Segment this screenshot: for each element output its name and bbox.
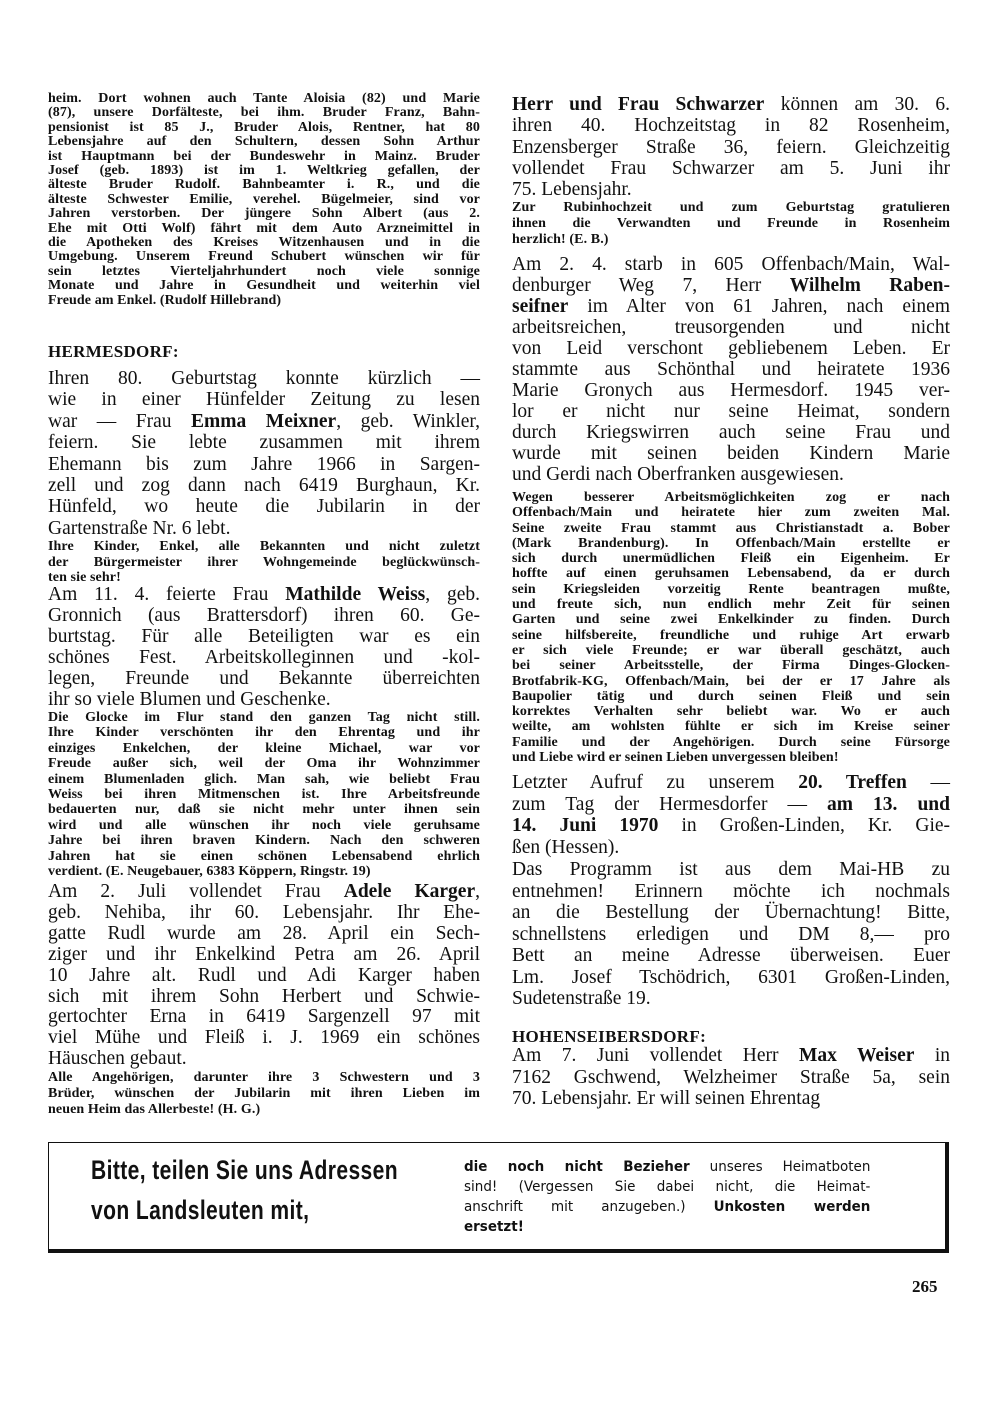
text-line: älteste Bruder Rudolf. Bahnbeamter i. R., und die xyxy=(48,177,480,193)
text-line: wird und alle wünschen ihr noch viele geruhsame xyxy=(48,817,480,833)
text-line xyxy=(48,518,480,539)
text-segment: wie in einer Hünfelder Zeitung zu lesen xyxy=(48,389,480,411)
text-segment: 75. Lebensjahr. xyxy=(512,179,632,200)
text-segment: können am 30. 6. xyxy=(764,94,950,115)
text-line: Alle Angehörigen, darunter ihre 3 Schwestern und 3 xyxy=(48,1070,480,1085)
text-segment: zell und zog dann nach 6419 Burghaun, Kr. xyxy=(48,475,480,497)
text-line: älteste Schwester Emilie, verehel. Bügelmeier, sind vor xyxy=(48,191,480,207)
text-segment: war — Frau xyxy=(48,410,192,432)
text-segment: und Gerdi nach Oberfranken ausgewiesen. xyxy=(512,464,844,485)
text-segment: durch Kriegswirren auch seine Frau und xyxy=(512,422,950,443)
text-line xyxy=(48,454,480,475)
text-line: Familie und der Angehörigen. Durch seine Fürsorge xyxy=(512,734,950,750)
bold-text: Herr und Frau Schwarzer xyxy=(512,94,765,115)
text-line xyxy=(48,689,480,710)
bold-text: 14. Juni 1970 xyxy=(512,815,659,836)
text-line xyxy=(48,924,480,945)
text-line xyxy=(464,1217,870,1237)
left-paragraph-1 xyxy=(48,92,480,308)
text-line xyxy=(512,179,950,200)
text-segment: gatte Rudl wurde am 28. April ein Sech- xyxy=(48,922,480,944)
text-line: Jahren verstorben. Der jüngere Sohn Albert (aus 2. xyxy=(48,206,480,222)
text-line xyxy=(48,1007,480,1028)
bold-text: Wilhelm Raben- xyxy=(789,275,950,296)
bold-text: Unkosten werden xyxy=(713,1199,871,1215)
text-line: Offenbach/Main und heiratete hier zum zweiten Mal. xyxy=(512,505,950,521)
left-paragraph-2 xyxy=(48,368,480,539)
text-segment: — xyxy=(906,772,951,793)
right-paragraph-2 xyxy=(512,200,950,248)
text-segment: Lm. Josef Tschödrich, 6301 Großen-Linden, xyxy=(512,966,950,988)
bold-text: Max Weiser xyxy=(798,1045,915,1066)
section-heading-hohenseibersdorf: HOHENSEIBERSDORF: xyxy=(512,1027,707,1046)
text-line: Freude am Enkel. (Rudolf Hillebrand) xyxy=(48,292,282,308)
text-line xyxy=(512,859,950,881)
text-line: seine hilfsbereite, freundliche und ruhige Art erwarb xyxy=(512,627,950,643)
text-line xyxy=(48,987,480,1008)
text-line: ist Hauptmann bei der Bundeswehr in Mainz. Bruder xyxy=(48,148,480,164)
text-line xyxy=(512,158,950,179)
text-line: korrektes Verhalten sehr beliebt war. Wo er auch xyxy=(512,704,950,720)
right-paragraph-1 xyxy=(512,94,950,200)
text-line xyxy=(512,401,950,422)
text-line xyxy=(48,605,480,626)
notice-box xyxy=(48,1142,949,1253)
text-segment: Am 7. Juni vollendet Herr xyxy=(512,1045,799,1066)
text-line xyxy=(512,772,950,794)
text-line: Ihre Kinder verschönten ihr den Ehrentag und ihr xyxy=(48,725,480,741)
text-line xyxy=(512,837,950,859)
text-line: weilte, am wohlsten fühlte er sich im Kreise seiner xyxy=(512,719,950,735)
text-line xyxy=(512,359,950,380)
notice-body xyxy=(464,1157,870,1237)
text-line: Die Glocke im Flur stand den ganzen Tag nicht still. xyxy=(48,710,480,725)
text-line xyxy=(512,317,950,338)
text-line: Baupolier tätig und durch seinen Fleiß und sein xyxy=(512,688,950,704)
text-line: Ehe mit Otti Wolf) fährt mit dem Auto Arzneimittel in xyxy=(48,220,480,236)
text-segment: , xyxy=(475,881,480,902)
text-line xyxy=(48,432,480,453)
text-segment: im Alter von 61 Jahren, nach einem xyxy=(568,296,950,317)
text-line: heim. Dort wohnen auch Tante Aloisia (82) und Marie xyxy=(48,91,480,106)
text-line xyxy=(512,422,950,443)
right-paragraph-4 xyxy=(512,490,950,765)
text-line xyxy=(48,903,480,924)
text-segment: denburger Weg 7, Herr xyxy=(512,275,790,296)
text-line xyxy=(464,1177,870,1197)
text-segment: Am 2. 4. starb in 605 Offenbach/Main, Wal- xyxy=(512,254,950,275)
text-line: Brüder, wünschen der Jubilarin mit ihren Lieben im xyxy=(48,1086,480,1101)
text-line xyxy=(512,1067,950,1089)
text-line xyxy=(512,94,950,115)
text-line: Garten und seine zwei Enkelkinder zu finden. Durch xyxy=(512,612,950,628)
text-line xyxy=(512,967,950,989)
text-segment: legen, Freunde und Bekannte überreichten xyxy=(48,668,480,689)
text-line xyxy=(512,902,950,924)
text-segment: zum Tag der Hermesdorfer — xyxy=(512,793,828,815)
text-segment: Sudetenstraße 19. xyxy=(512,988,651,1009)
text-line xyxy=(512,296,950,317)
text-segment: Hünfeld, wo heute die Jubilarin in der xyxy=(48,496,480,518)
text-line: Weiss bei ihren Mitmenschen ist. Ihre Arbeitsfreunde xyxy=(48,787,480,803)
text-line: Josef (geb. 1893) ist im 1. Weltkrieg gefallen, der xyxy=(48,163,480,179)
text-line: Seine zweite Frau stammt aus Christianstadt a. Bober xyxy=(512,520,950,536)
text-line xyxy=(512,988,950,1010)
text-segment: Am 2. Juli vollendet Frau xyxy=(48,881,344,902)
text-segment: arbeitsreichen, treusorgenden und nicht xyxy=(512,317,950,338)
text-line xyxy=(512,380,950,401)
text-segment: ßen (Hessen). xyxy=(512,836,620,858)
text-line xyxy=(512,338,950,359)
text-line xyxy=(512,1088,950,1110)
text-line xyxy=(48,584,480,605)
text-line xyxy=(48,945,480,966)
right-paragraph-7 xyxy=(512,1045,950,1110)
text-line: Freude außer sich, weil der Oma ihr Wohnzimmer xyxy=(48,756,480,772)
bold-text: Mathilde Weiss xyxy=(285,584,426,605)
text-line: der Bürgermeister ihrer Wohngemeinde beglückwünsch- xyxy=(48,554,480,570)
text-segment: Häuschen gebaut. xyxy=(48,1048,187,1070)
text-line: einem Blumenladen glich. Man sah, wie beliebt Frau xyxy=(48,771,480,787)
text-line xyxy=(48,966,480,987)
text-segment: schnellstens erledigen und DM 8,— pro xyxy=(512,923,950,945)
left-paragraph-6 xyxy=(48,882,480,1070)
text-segment: ihren 40. Hochzeitstag in 82 Rosenheim, xyxy=(512,115,950,137)
section-heading-hermesdorf: HERMESDORF: xyxy=(48,342,179,361)
text-line xyxy=(512,924,950,946)
text-segment: an die Bestellung der Übernachtung! Bitte, xyxy=(512,902,950,923)
text-line xyxy=(48,389,480,410)
text-line: bedauerten nur, daß sie nicht mehr unter ihnen sein xyxy=(48,802,480,818)
text-line: Monate und Jahre in Gesundheit und weiterhin viel xyxy=(48,278,480,294)
text-line: ten sie sehr! xyxy=(48,570,121,585)
text-line: bei seiner Arbeitsstelle, der Firma Dinges-Glocken- xyxy=(512,658,950,674)
text-line: pensionist ist 85 J., Bruder Alois, Rentner, hat 80 xyxy=(48,119,480,135)
text-line xyxy=(48,496,480,517)
text-segment: Enzensberger Straße 36, feiern. Gleichzeitig xyxy=(512,136,950,158)
left-paragraph-4 xyxy=(48,584,480,710)
text-line xyxy=(512,464,950,485)
text-segment: 70. Lebensjahr. Er will seinen Ehrentag xyxy=(512,1088,821,1109)
text-segment: burtstag. Für alle Beteiligten war es ein xyxy=(48,626,480,647)
text-segment: Letzter Aufruf zu unserem xyxy=(512,772,799,793)
right-paragraph-3 xyxy=(512,254,950,485)
left-paragraph-5 xyxy=(48,710,480,879)
text-segment: schönes Fest. Arbeitskolleginnen und -kol- xyxy=(48,647,480,668)
text-segment: anschrift mit anzugeben.) xyxy=(464,1199,714,1215)
page-number: 265 xyxy=(912,1277,938,1296)
text-line: er sich viele Freunde; er war überall geschätzt, auch xyxy=(512,642,950,658)
bold-text: 20. Treffen xyxy=(798,772,907,793)
text-line xyxy=(512,815,950,837)
text-line xyxy=(48,1028,480,1049)
bold-text: Adele Karger xyxy=(343,881,476,902)
bold-text: seifner xyxy=(512,296,569,317)
text-line xyxy=(512,881,950,903)
text-line: Umgebung. Unserem Freund Schubert wünschen wir für xyxy=(48,249,480,265)
text-line: und Liebe wird er seinen Lieben unvergessen bleiben! xyxy=(512,750,839,766)
text-segment: in Großen-Linden, Kr. Gie- xyxy=(658,815,951,836)
text-line xyxy=(512,137,950,158)
text-line: Zur Rubinhochzeit und zum Geburtstag gratulieren xyxy=(512,200,950,215)
text-line xyxy=(512,254,950,275)
text-line: Jahre bei ihren braven Kindern. Nach den schweren xyxy=(48,833,480,849)
text-segment: Bett an meine Adresse überweisen. Euer xyxy=(512,945,950,966)
bold-text: ersetzt! xyxy=(464,1219,524,1235)
bold-text: die noch nicht Bezieher xyxy=(464,1159,690,1175)
notice-headline-line-2: von Landsleuten mit, xyxy=(91,1195,310,1225)
text-segment: feiern. Sie lebte zusammen mit ihrem xyxy=(48,432,480,454)
text-segment: gertochter Erna in 6419 Sargenzell 97 mit xyxy=(48,1006,480,1028)
text-segment: lor er nicht nur seine Heimat, sondern xyxy=(512,401,950,422)
text-line: und freute sich, nun endlich mehr Zeit für seinen xyxy=(512,597,950,613)
text-line xyxy=(512,443,950,464)
text-line: sein letztes Vierteljahrhundert noch viele sonnige xyxy=(48,263,480,279)
text-line xyxy=(464,1197,870,1217)
left-paragraph-3 xyxy=(48,539,480,586)
right-paragraph-5 xyxy=(512,772,950,858)
text-line xyxy=(464,1157,870,1177)
text-line: Jahren hat sie einen schönen Lebensabend ehrlich xyxy=(48,848,480,864)
text-segment: vollendet Frau Schwarzer am 5. Juni ihr xyxy=(512,157,950,179)
text-line xyxy=(512,275,950,296)
text-line: ihnen die Verwandten und Freunde in Rosenheim xyxy=(512,216,950,231)
text-line: verdient. (E. Neugebauer, 6383 Köppern, Ringstr. 19) xyxy=(48,864,371,880)
text-line: neuen Heim das Allerbeste! (H. G.) xyxy=(48,1102,261,1117)
text-segment: in xyxy=(914,1045,951,1066)
text-line xyxy=(512,794,950,816)
text-line: sein Kriegsleiden vorzeitig Rente beantragen mußte, xyxy=(512,581,950,597)
text-line xyxy=(48,882,480,903)
text-segment: sind! (Vergessen Sie dabei nicht, die Heimat- xyxy=(464,1179,871,1195)
text-line: die Apotheken des Kreises Witzenhausen und in die xyxy=(48,235,480,251)
text-segment: Marie Gronych aus Hermesdorf. 1945 ver- xyxy=(512,380,950,401)
text-segment: Ihren 80. Geburtstag konnte kürzlich — xyxy=(48,368,480,389)
text-line: hoffte auf einen geruhsamen Lebensabend, da er durch xyxy=(512,566,950,582)
left-paragraph-7 xyxy=(48,1070,480,1118)
text-line: herzlich! (E. B.) xyxy=(512,232,609,247)
text-line: Lebensjahre auf den Schultern, dessen Sohn Arthur xyxy=(48,134,480,150)
text-segment: entnehmen! Erinnern möchte ich nochmals xyxy=(512,880,950,902)
bold-text: Emma Meixner xyxy=(191,410,337,432)
text-segment: sich mit ihrem Sohn Herbert und Schwie- xyxy=(48,985,480,1007)
text-line xyxy=(48,1049,480,1070)
text-line: Wegen besserer Arbeitsmöglichkeiten zog er nach xyxy=(512,490,950,505)
text-line: (87), unsere Dorfälteste, bei ihm. Bruder Franz, Bahn- xyxy=(48,105,480,121)
text-line xyxy=(48,668,480,689)
text-line xyxy=(48,411,480,432)
text-segment: Ehemann bis zum Jahre 1966 in Sargen- xyxy=(48,453,480,475)
text-line xyxy=(48,647,480,668)
text-segment: , geb. Winkler, xyxy=(336,410,480,432)
text-segment: Gronnich (aus Brattersdorf) ihren 60. Ge- xyxy=(48,605,480,626)
text-segment: , geb. xyxy=(425,584,481,605)
text-line xyxy=(512,115,950,136)
text-segment: wurde mit seinen beiden Kindern Marie xyxy=(512,443,950,464)
text-segment: Gartenstraße Nr. 6 lebt. xyxy=(48,517,231,539)
text-line xyxy=(48,368,480,389)
text-line xyxy=(48,626,480,647)
text-line: einziges Enkelchen, der kleine Michael, war vor xyxy=(48,740,480,756)
text-line xyxy=(512,1045,950,1067)
text-segment: Am 11. 4. feierte Frau xyxy=(48,584,286,605)
text-segment: Das Programm ist aus dem Mai-HB zu xyxy=(512,859,950,880)
text-segment: ihr so viele Blumen und Geschenke. xyxy=(48,689,331,710)
text-line: Ihre Kinder, Enkel, alle Bekannten und nicht zuletzt xyxy=(48,539,480,554)
notice-headline-line-1: Bitte, teilen Sie uns Adressen xyxy=(91,1155,399,1185)
text-segment: 10 Jahre alt. Rudl und Adi Karger haben xyxy=(48,964,480,986)
text-segment: 7162 Gschwend, Welzheimer Straße 5a, sein xyxy=(512,1066,950,1088)
text-line xyxy=(512,945,950,967)
text-segment: viel Mühe und Fleiß i. J. 1969 ein schönes xyxy=(48,1027,480,1049)
text-line: sich durch unermüdlichen Fleiß ein Eigenheim. Er xyxy=(512,551,950,567)
right-paragraph-6 xyxy=(512,859,950,1010)
text-segment: ziger und ihr Enkelkind Petra am 26. April xyxy=(48,943,480,965)
text-line xyxy=(48,475,480,496)
text-segment: unseres Heimatboten xyxy=(689,1159,871,1175)
text-line: Brotfabrik-KG, Offenbach/Main, bei der er 17 Jahre als xyxy=(512,673,950,689)
text-segment: stammte aus Schönthal und heiratete 1936 xyxy=(512,359,950,380)
text-line: (Mark Brandenburg). In Offenbach/Main erstellte er xyxy=(512,535,950,551)
bold-text: am 13. und xyxy=(827,793,951,815)
text-segment: von Leid verschont gebliebenem Leben. Er xyxy=(512,338,950,359)
text-segment: geb. Nehiba, ihr 60. Lebensjahr. Ihr Ehe- xyxy=(48,901,480,923)
